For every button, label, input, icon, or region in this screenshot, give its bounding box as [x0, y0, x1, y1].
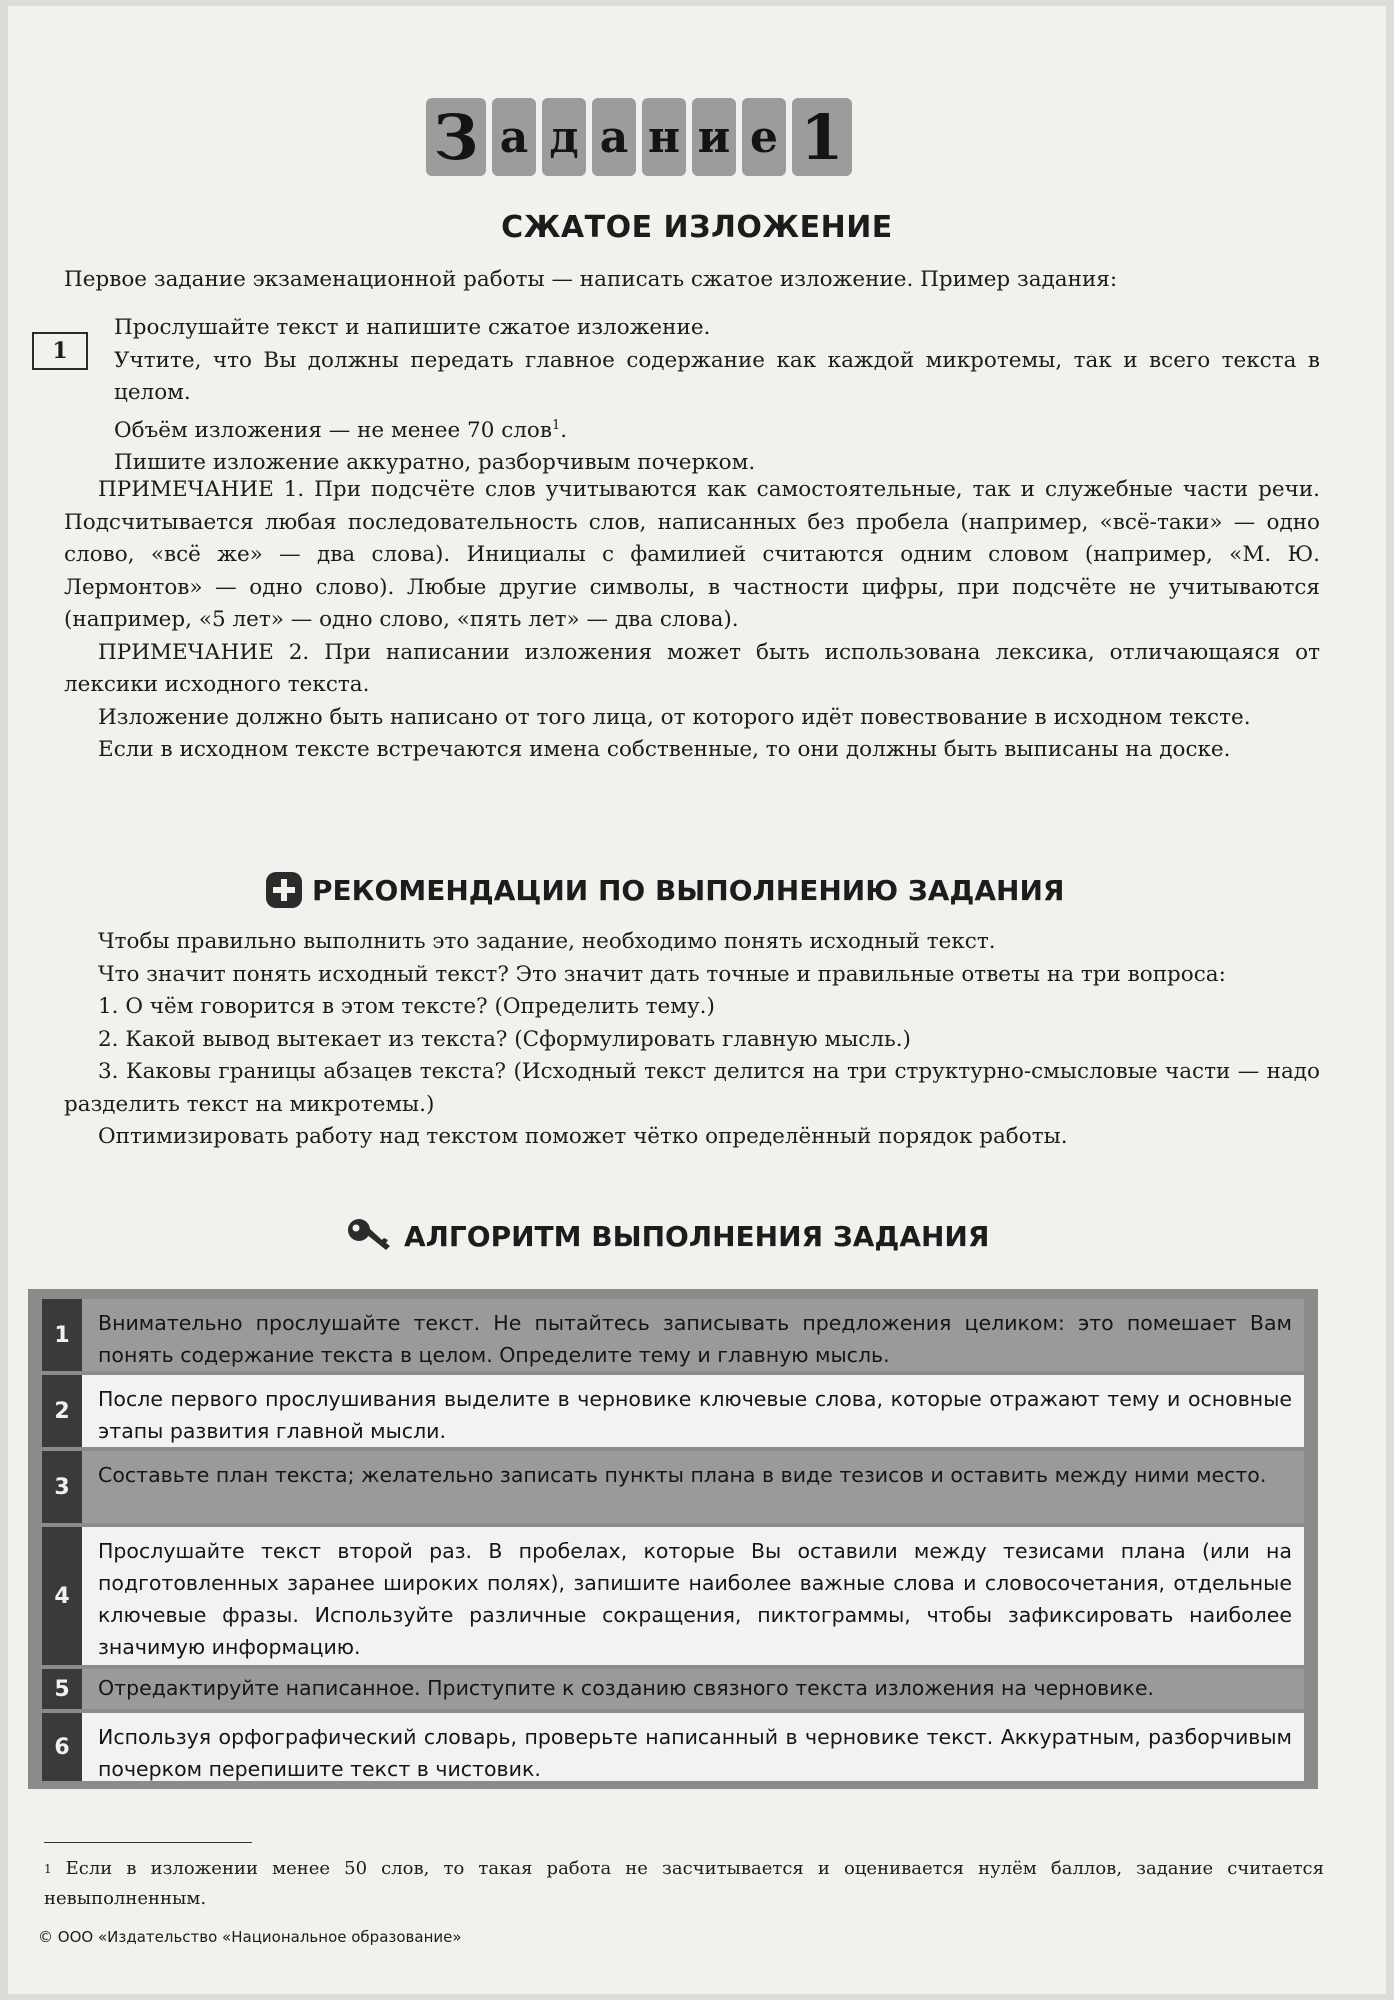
paragraph: Изложение должно быть написано от того лица, от которого идёт повествование в исходном тексте.: [98, 704, 1251, 730]
algorithm-step: [42, 1527, 1304, 1665]
footnote-ref: 1: [551, 417, 561, 433]
task-line-text: Объём изложения — не менее 70 слов: [114, 417, 552, 443]
algorithm-step: [42, 1375, 1304, 1447]
step-number: 1: [42, 1299, 82, 1371]
heading-number: 1: [792, 98, 852, 176]
paragraph: Оптимизировать работу над текстом поможет чётко определённый порядок работы.: [98, 1124, 1068, 1149]
step-number: 2: [42, 1375, 82, 1447]
recommend-heading: [266, 872, 1064, 908]
algorithm-table: [28, 1289, 1318, 1789]
key-icon: [346, 1216, 394, 1256]
step-text: Внимательно прослушайте текст. Не пытайтесь записывать предложения целиком: это помешает Вам понять содержание текста в целом. Определите тему и главную мысль.: [98, 1311, 1292, 1367]
algorithm-step: [42, 1451, 1304, 1523]
algorithm-heading: [346, 1216, 989, 1256]
task-number-box: 1: [32, 332, 88, 370]
intro-paragraph: [64, 264, 1320, 297]
intro-text: Первое задание экзаменационной работы — написать сжатое изложение. Пример задания:: [64, 267, 1118, 292]
paragraph: Что значит понять исходный текст? Это значит дать точные и правильные ответы на три вопроса:: [98, 961, 1226, 987]
copyright: © ООО «Издательство «Национальное образование»: [38, 1928, 462, 1946]
note-2: ПРИМЕЧАНИЕ 2. При написании изложения может быть использована лексика, отличающаяся от лексики исходного текста.: [64, 639, 1320, 697]
heading-letter: и: [692, 98, 736, 176]
algorithm-step: [42, 1713, 1304, 1781]
step-text: Составьте план текста; желательно записать пункты плана в виде тезисов и оставить между ними место.: [98, 1463, 1267, 1487]
paragraph: Если в исходном тексте встречаются имена собственные, то они должны быть выписаны на доске.: [98, 737, 1231, 762]
step-number: 4: [42, 1527, 82, 1665]
step-text: Прослушайте текст второй раз. В пробелах, которые Вы оставили между тезисами плана (или на подготовленных заранее широких полях), запишите наиболее важные слова и словосочетания, отдельные ключевые фразы. Используйте различные сокращения, пиктограммы, чтобы зафиксировать наиболее значимую информацию.: [98, 1539, 1292, 1659]
question: 1. О чём говорится в этом тексте? (Определить тему.): [98, 994, 715, 1019]
algorithm-title: АЛГОРИТМ ВЫПОЛНЕНИЯ ЗАДАНИЯ: [404, 1219, 990, 1253]
heading-letter: З: [426, 98, 486, 176]
plus-icon: [266, 872, 302, 908]
step-number: 5: [42, 1669, 82, 1709]
footnote-text: Если в изложении менее 50 слов, то такая работа не засчитывается и оценивается нулём баллов, задание считается невыполненным.: [44, 1858, 1324, 1909]
page-subtitle: СЖАТОЕ ИЗЛОЖЕНИЕ: [501, 210, 893, 245]
task-line-end: .: [560, 417, 568, 443]
heading-letter: а: [492, 98, 536, 176]
footnote-mark: 1: [44, 1862, 52, 1876]
footnote-divider: [44, 1842, 252, 1843]
task-heading: [426, 98, 852, 176]
step-text: Отредактируйте написанное. Приступите к созданию связного текста изложения на черновике.: [98, 1676, 1155, 1700]
recommend-title: РЕКОМЕНДАЦИИ ПО ВЫПОЛНЕНИЮ ЗАДАНИЯ: [312, 873, 1065, 907]
step-text: После первого прослушивания выделите в черновике ключевые слова, которые отражают тему и основные этапы развития главной мысли.: [98, 1387, 1292, 1443]
task-line: Пишите изложение аккуратно, разборчивым почерком.: [114, 450, 756, 476]
algorithm-step: [42, 1299, 1304, 1371]
step-number: 3: [42, 1451, 82, 1523]
heading-letter: д: [542, 98, 586, 176]
paragraph: Чтобы правильно выполнить это задание, необходимо понять исходный текст.: [98, 929, 996, 954]
notes: [64, 474, 1320, 767]
question: 2. Какой вывод вытекает из текста? (Сформулировать главную мысль.): [98, 1026, 911, 1052]
heading-letter: н: [642, 98, 686, 176]
heading-letter: е: [742, 98, 786, 176]
step-text: Используя орфографический словарь, проверьте написанный в черновике текст. Аккуратным, разборчивым почерком перепишите текст в чистовик.: [98, 1725, 1292, 1781]
footnote: [44, 1854, 1324, 1914]
step-number: 6: [42, 1713, 82, 1781]
note-1: ПРИМЕЧАНИЕ 1. При подсчёте слов учитываются как самостоятельные, так и служебные части речи. Подсчитывается любая последовательность слов, написанных без пробела (например, «всё-таки» — одно слово, «всё же» — два слова). Инициалы с фамилией считаются одним словом (например, «М. Ю. Лермонтов» — одно слово). Любые другие символы, в частности цифры, при подсчёте не учитываются (например, «5 лет» — одно слово, «пять лет» — два слова).: [64, 477, 1320, 632]
task-line: Прослушайте текст и напишите сжатое изложение.: [114, 315, 711, 340]
heading-letter: а: [592, 98, 636, 176]
algorithm-step: [42, 1669, 1304, 1709]
task-line: Учтите, что Вы должны передать главное содержание как каждой микротемы, так и всего текста в целом.: [114, 347, 1320, 405]
task-example: [114, 312, 1320, 480]
task-line: [114, 410, 1320, 448]
recommend-body: [64, 926, 1320, 1154]
question: 3. Каковы границы абзацев текста? (Исходный текст делится на три структурно-смысловые части — надо разделить текст на микротемы.): [64, 1059, 1320, 1117]
page: [8, 6, 1386, 1994]
